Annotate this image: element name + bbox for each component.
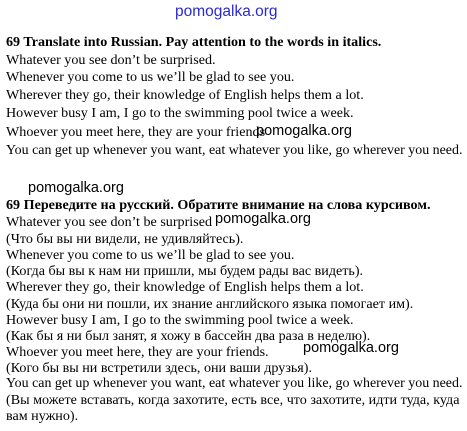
exercise-heading-ru: 69 Переведите на русский. Обратите внимание на слова курсивом. [6, 197, 431, 213]
text-line: (Кого бы вы ни встретили здесь, они ваши друзья). [6, 360, 313, 376]
text-line: (Когда бы вы к нам ни пришли, мы будем рады вас видеть). [6, 263, 364, 279]
text-line: Whatever you see don’t be surprised. [6, 52, 216, 68]
text-line: вам нужно). [6, 408, 79, 424]
text-line: (Вы можете вставать, когда захотите, есть все, что захотите, идти туда, куда [6, 392, 460, 408]
text-line: Whatever you see don’t be surprised [6, 214, 212, 230]
text-line: You can get up whenever you want, eat whatever you like, go wherever you need. [6, 143, 463, 158]
text-line: However busy I am, I go to the swimming pool twice a week. [6, 105, 354, 121]
text-line: Whoever you meet here, they are your friends [6, 124, 266, 140]
text-line: You can get up whenever you want, eat whatever you like, go wherever you need. [6, 376, 463, 391]
watermark: pomogalka.org [215, 211, 311, 227]
text-line: (Как бы я ни был занят, я хожу в бассейн два раза в неделю). [6, 328, 371, 344]
text-line: Wherever they go, their knowledge of English helps them a lot. [6, 279, 364, 295]
text-line: However busy I am, I go to the swimming pool twice a week. [6, 312, 354, 328]
text-line: (Куда бы они ни пошли, их знание английского языка помогает им). [6, 296, 414, 312]
watermark: pomogalka.org [28, 180, 124, 196]
watermark-top: pomogalka.org [175, 3, 278, 20]
text-line: Whoever you meet here, they are your friends. [6, 344, 269, 360]
watermark: pomogalka.org [256, 123, 352, 139]
exercise-heading-en: 69 Translate into Russian. Pay attention to the words in italics. [6, 34, 382, 50]
text-line: Whenever you come to us we’ll be glad to see you. [6, 69, 295, 85]
watermark: pomogalka.org [303, 340, 399, 356]
text-line: Wherever they go, their knowledge of English helps them a lot. [6, 87, 364, 103]
text-line: (Что бы вы ни видели, не удивляйтесь). [6, 231, 244, 247]
text-line: Whenever you come to us we’ll be glad to see you. [6, 247, 295, 263]
